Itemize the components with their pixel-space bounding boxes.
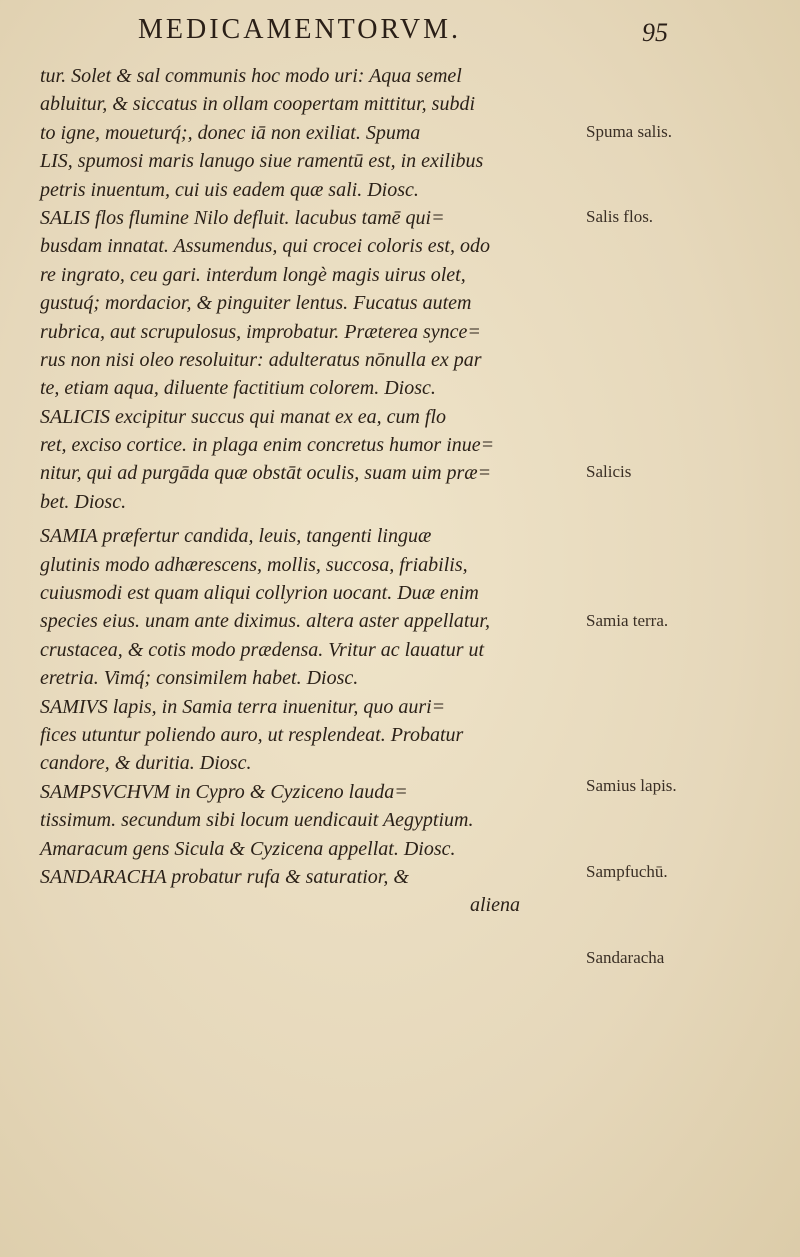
- text-line: crustacea, & cotis modo prædensa. Vritur ac lauatur ut: [40, 638, 485, 661]
- page-number: 95: [642, 18, 668, 47]
- text-line: SALICIS excipitur succus qui manat ex ea, cum flo: [40, 405, 447, 428]
- text-line: busdam innatat. Assumendus, qui crocei coloris est, odo: [40, 235, 490, 258]
- text-line: SAMIA præfertur candida, leuis, tangenti linguæ: [40, 525, 432, 548]
- text-line: Amaracum gens Sicula & Cyzicena appellat. Diosc.: [40, 837, 456, 860]
- text-line: ret, exciso cortice. in plaga enim concretus humor inue=: [40, 434, 495, 457]
- running-head: MEDICAMENTORVM.: [138, 14, 462, 45]
- text-line: nitur, qui ad purgāda quæ obstāt oculis, suam uim præ=: [40, 462, 492, 485]
- text-line: to igne, moueturq́;, donec iā non exiliat. Spuma: [40, 121, 421, 144]
- text-line: cuiusmodi est quam aliqui collyrion uocant. Duæ enim: [40, 582, 479, 605]
- text-line: SANDARACHA probatur rufa & saturatior, &: [40, 865, 409, 888]
- text-line: LIS, spumosi maris lanugo siue ramentū est, in exilibus: [40, 150, 484, 173]
- margin-note: Salis flos.: [586, 207, 654, 226]
- margin-note: Sampfuchū.: [586, 862, 668, 881]
- catchword: aliena: [470, 894, 520, 917]
- text-line: glutinis modo adhærescens, mollis, succosa, friabilis,: [40, 553, 468, 576]
- page-header: [138, 14, 668, 50]
- margin-note: Samia terra.: [586, 611, 669, 630]
- text-line: rubrica, aut scrupulosus, improbatur. Præterea synce=: [40, 320, 481, 343]
- body-text: [40, 62, 580, 920]
- margin-note: Samius lapis.: [586, 776, 677, 795]
- text-line: eretria. Vimq́; consimilem habet. Diosc.: [40, 667, 359, 690]
- text-line: bet. Diosc.: [40, 490, 127, 513]
- margin-note: Salicis: [586, 462, 632, 481]
- text-line: tissimum. secundum sibi locum uendicauit Aegyptium.: [40, 809, 474, 832]
- text-line: gustuq́; mordacior, & pinguiter lentus. Fucatus autem: [40, 292, 472, 315]
- text-line: tur. Solet & sal communis hoc modo uri: Aqua semel: [40, 65, 462, 87]
- margin-note: Spuma salis.: [586, 122, 672, 141]
- text-line: species eius. unam ante diximus. altera aster appellatur,: [40, 610, 490, 633]
- text-line: te, etiam aqua, diluente factitium colorem. Diosc.: [40, 377, 436, 400]
- text-line: candore, & duritia. Diosc.: [40, 752, 252, 775]
- margin-note: Sandaracha: [586, 948, 665, 967]
- text-line: petris inuentum, cui uis eadem quæ sali. Diosc.: [40, 178, 419, 201]
- text-line: SALIS flos flumine Nilo defluit. lacubus tamē qui=: [40, 206, 445, 229]
- text-line: re ingrato, ceu gari. interdum longè magis uirus olet,: [40, 263, 466, 286]
- text-line: fices utuntur poliendo auro, ut resplendeat. Probatur: [40, 723, 464, 746]
- text-line: rus non nisi oleo resoluitur: adulteratus nōnulla ex par: [40, 348, 482, 371]
- text-line: SAMPSVCHVM in Cypro & Cyziceno lauda=: [40, 780, 408, 803]
- text-line: abluitur, & siccatus in ollam coopertam mittitur, subdi: [40, 93, 476, 116]
- text-line: SAMIVS lapis, in Samia terra inuenitur, quo auri=: [40, 695, 446, 718]
